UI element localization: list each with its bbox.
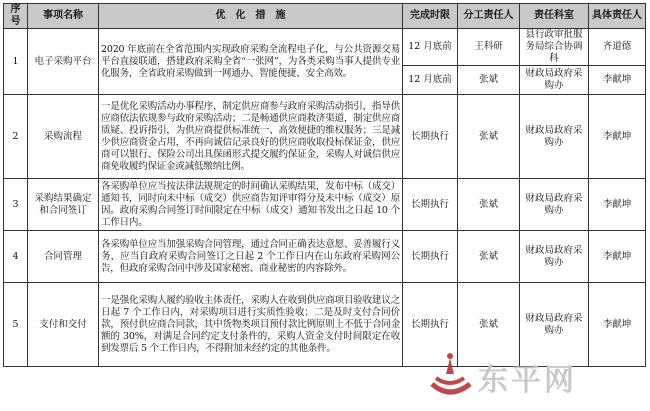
header-dept: 责任科室 — [520, 4, 589, 29]
row-person: 齐道德 — [589, 29, 646, 66]
row-dept: 财政局政府采购办 — [520, 95, 589, 179]
header-measure: 优 化 措 施 — [99, 4, 403, 29]
table-row — [4, 179, 646, 231]
row-deadline: 长期执行 — [403, 283, 458, 367]
header-name: 事项名称 — [28, 4, 99, 29]
row-owner: 张斌 — [458, 95, 520, 179]
row-measure: 一是强化采购人履约验收主体责任，采购人在收到供应商项目验收建议之日起 7 个工作日内，对采购项目进行实质性验收；二是及时支付合同价款，预付供应商合同款，其中货物类项目预付款比例原则上不低于合同金额的 30%，对满足合同约定支付条件的，采购人资金支付时间限定在收到发票后 5 个工作日内，不得附加未经约定的其他条件。 — [99, 283, 403, 367]
row-measure: 一是优化采购活动办事程序，制定供应商参与政府采购活动指引，指导供应商依法依规参与政府采购活动；二是畅通供应商救济渠道，制定供应商质疑、投诉指引，为供应商提供标准统一、高效便捷的维权服务；三是减少供应商资金占用，不再向诚信记录良好的供应商收取投标保证金，供应商可以银行、保险公司出具保函形式提交履约保证金，采购人对诚信供应商免收履约保证金或减低缴纳比例。 — [99, 95, 403, 179]
row-name: 合同管理 — [28, 231, 99, 283]
row-no: 2 — [4, 95, 28, 179]
table-row — [4, 231, 646, 283]
row-person: 李献坤 — [589, 66, 646, 95]
row-no: 1 — [4, 29, 28, 95]
row-deadline: 12 月底前 — [403, 29, 458, 66]
watermark-text: 东平网 — [478, 363, 577, 398]
row-dept: 县行政审批服务局综合协调科 — [520, 29, 589, 66]
row-dept: 财政局政府采购办 — [520, 179, 589, 231]
header-row — [4, 4, 646, 29]
table-row — [4, 29, 646, 66]
header-owner: 分工责任人 — [458, 4, 520, 29]
table-row — [4, 95, 646, 179]
row-measure: 各采购单位应当按法律法规规定的时间确认采购结果，发布中标（成交）通知书，同时向未中标（成交）供应商告知评审得分及未中标（成交）原因。政府采购合同签订时间限定在中标（成交）通知书发出之日起 10 个工作日内。 — [99, 179, 403, 231]
row-owner: 张斌 — [458, 179, 520, 231]
row-person: 李献坤 — [589, 283, 646, 367]
row-owner: 张斌 — [458, 231, 520, 283]
row-person: 李献坤 — [589, 179, 646, 231]
row-person: 李献坤 — [589, 95, 646, 179]
header-no: 序号 — [4, 4, 28, 29]
row-no: 5 — [4, 283, 28, 367]
row-owner: 张斌 — [458, 66, 520, 95]
row-no: 3 — [4, 179, 28, 231]
header-deadline: 完成时限 — [403, 4, 458, 29]
header-person: 具体责任人 — [589, 4, 646, 29]
row-deadline: 12 月底前 — [403, 66, 458, 95]
row-no: 4 — [4, 231, 28, 283]
row-measure: 各采购单位应当加强采购合同管理，通过合同正确表达意愿、妥善履行义务，应当自政府采购合同签订之日起 2 个工作日内在山东政府采购网公告，但政府采购合同中涉及国家秘密、商业秘密的内容除外。 — [99, 231, 403, 283]
row-measure: 2020 年底前在全省范围内实现政府采购全流程电子化，与公共资源交易平台直接联通，搭建政府采购全省“一张网”，为各类采购当事人提供专业化服务，全省政府采购做到一网通办、智能便捷、安全高效。 — [99, 29, 403, 95]
row-owner: 王科研 — [458, 29, 520, 66]
row-dept: 财政局政府采购办 — [520, 66, 589, 95]
row-owner: 张斌 — [458, 283, 520, 367]
row-name: 采购流程 — [28, 95, 99, 179]
row-dept: 财政局政府采购办 — [520, 283, 589, 367]
row-name: 采购结果确定和合同签订 — [28, 179, 99, 231]
row-name: 电子采购平台 — [28, 29, 99, 95]
row-deadline: 长期执行 — [403, 231, 458, 283]
row-name: 支付和交付 — [28, 283, 99, 367]
row-dept: 财政局政府采购办 — [520, 231, 589, 283]
row-person: 李献坤 — [589, 231, 646, 283]
row-deadline: 长期执行 — [403, 179, 458, 231]
measures-table — [3, 3, 646, 367]
row-deadline: 长期执行 — [403, 95, 458, 179]
